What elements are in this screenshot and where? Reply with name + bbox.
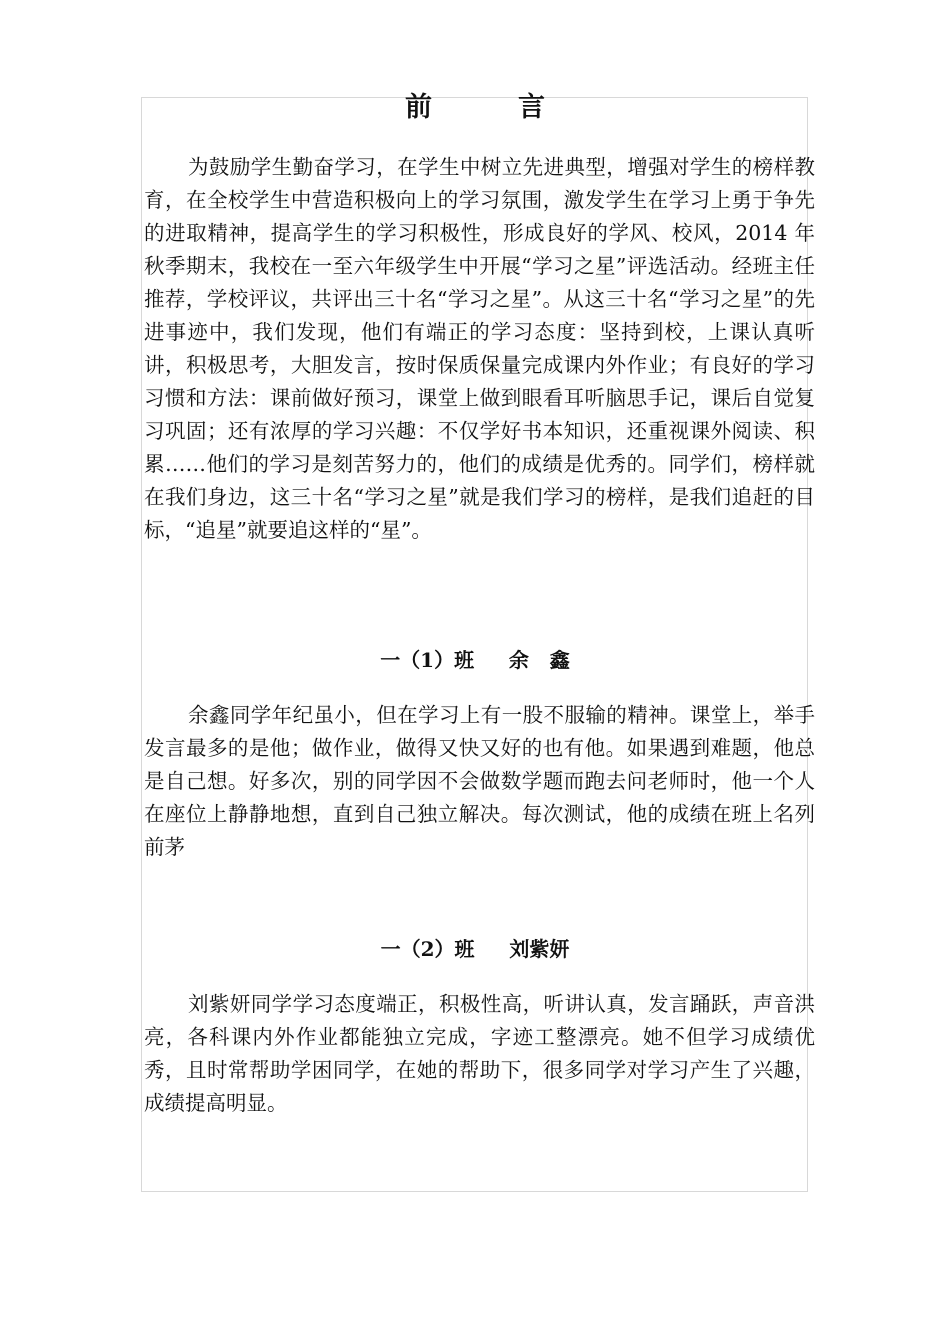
student-paragraph-2: 刘紫妍同学学习态度端正，积极性高，听讲认真，发言踊跃，声音洪亮，各科课内外作业都能独立完成，字迹工整漂亮。她不但学习成绩优秀，且时常帮助学困同学，在她的帮助下，很多同学对学习产生了兴趣，成绩提高明显。 <box>144 992 815 1115</box>
student-heading-2: 一（2）班 刘紫妍 <box>380 937 570 961</box>
student-paragraph-1: 余鑫同学年纪虽小，但在学习上有一股不服输的精神。课堂上，举手发言最多的是他；做作业，做得又快又好的也有他。如果遇到难题，他总是自己想。好多次，别的同学因不会做数学题而跑去问老师时，他一个人在座位上静静地想，直到自己独立解决。每次测试，他的成绩在班上名列前茅 <box>144 703 815 859</box>
page-title: 前言 <box>405 92 631 123</box>
preface-paragraph: 为鼓励学生勤奋学习，在学生中树立先进典型，增强对学生的榜样教育，在全校学生中营造积极向上的学习氛围，激发学生在学习上勇于争先的进取精神，提高学生的学习积极性，形成良好的学风、校风，2014 年秋季期末，我校在一至六年级学生中开展“学习之星”评选活动。经班主任推荐，学校评议，共评出三十名“学习之星”。从这三十名“学习之星”的先进事迹中，我们发现，他们有端正的学习态度：坚持到校，上课认真听讲，积极思考，大胆发言，按时保质保量完成课内外作业；有良好的学习习惯和方法：课前做好预习，课堂上做到眼看耳听脑思手记，课后自觉复习巩固；还有浓厚的学习兴趣：不仅学好书本知识，还重视课外阅读、积累……他们的学习是刻苦努力的，他们的成绩是优秀的。同学们，榜样就在我们身边，这三十名“学习之星”就是我们学习的榜样，是我们追赶的目标，“追星”就要追这样的“星”。 <box>144 155 815 542</box>
student-heading-1: 一（1）班 余 鑫 <box>380 648 570 672</box>
